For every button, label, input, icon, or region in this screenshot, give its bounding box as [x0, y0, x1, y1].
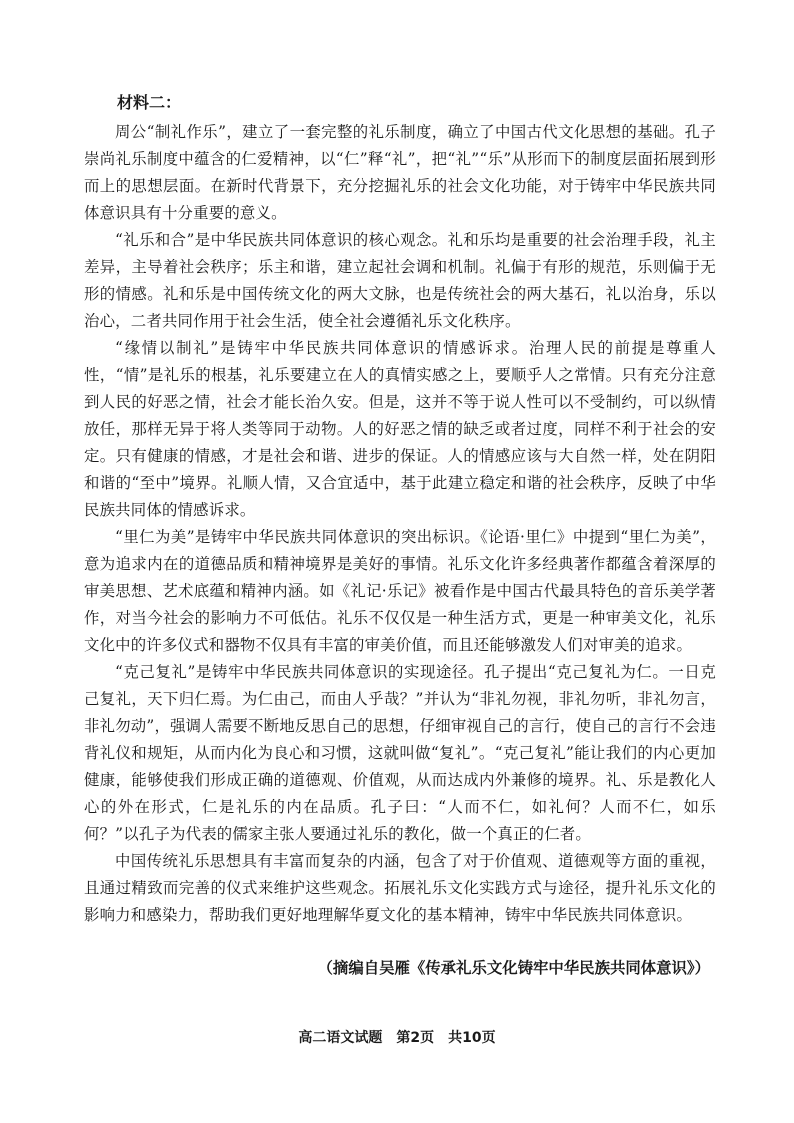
page-footer: 高二语文试题 第2页 共10页	[298, 1030, 496, 1046]
paragraph-2: “礼乐和合”是中华民族共同体意识的核心观念。礼和乐均是重要的社会治理手段，礼主差异，主导着社会秩序；乐主和谐，建立起社会调和机制。礼偏于有形的规范，乐则偏于无形的情感。礼和乐是中国传统文化的两大文脉，也是传统社会的两大基石，礼以治身，乐以治心，二者共同作用于社会生活，使全社会遵循礼乐文化秩序。	[84, 231, 716, 330]
paragraph-4: “里仁为美”是铸牢中华民族共同体意识的突出标识。《论语·里仁》中提到“里仁为美”，意为追求内在的道德品质和精神境界是美好的事情。礼乐文化许多经典著作都蕴含着深厚的审美思想、艺术底蕴和精神内涵。如《礼记·乐记》被看作是中国古代最具特色的音乐美学著作，对当今社会的影响力不可低估。礼乐不仅仅是一种生活方式，更是一种审美文化，礼乐文化中的许多仪式和器物不仅具有丰富的审美价值，而且还能够激发人们对审美的追求。	[84, 528, 716, 654]
paragraph-3: “缘情以制礼”是铸牢中华民族共同体意识的情感诉求。治理人民的前提是尊重人性，“情”是礼乐的根基，礼乐要建立在人的真情实感之上，要顺乎人之常情。只有充分注意到人民的好恶之情，社会才能长治久安。但是，这并不等于说人性可以不受制约，可以纵情放任，那样无异于将人类等同于动物。人的好恶之情的缺乏或者过度，同样不利于社会的安定。只有健康的情感，才是社会和谐、进步的保证。人的情感应该与大自然一样，处在阴阳和谐的“至中”境界。礼顺人情，又合宜适中，基于此建立稳定和谐的社会秩序，反映了中华民族共同体的情感诉求。	[84, 339, 716, 519]
source-citation: （摘编自吴雁《传承礼乐文化铸牢中华民族共同体意识》）	[317, 959, 710, 977]
paragraph-6: 中国传统礼乐思想具有丰富而复杂的内涵，包含了对于价值观、道德观等方面的重视，且通过精致而完善的仪式来维护这些观念。拓展礼乐文化实践方式与途径，提升礼乐文化的影响力和感染力，帮助我们更好地理解华夏文化的基本精神，铸牢中华民族共同体意识。	[84, 852, 716, 924]
article-body	[84, 119, 716, 929]
paragraph-5: “克己复礼”是铸牢中华民族共同体意识的实现途径。孔子提出“克己复礼为仁。一日克己复礼，天下归仁焉。为仁由己，而由人乎哉？”并认为“非礼勿视，非礼勿听，非礼勿言，非礼勿动”，强调人需要不断地反思自己的思想，仔细审视自己的言行，使自己的言行不会违背礼仪和规矩，从而内化为良心和习惯，这就叫做“复礼”。“克己复礼”能让我们的内心更加健康，能够使我们形成正确的道德观、价值观，从而达成内外兼修的境界。礼、乐是教化人心的外在形式，仁是礼乐的内在品质。孔子曰：“人而不仁，如礼何？人而不仁，如乐何？”以孔子为代表的儒家主张人要通过礼乐的教化，做一个真正的仁者。	[84, 663, 716, 843]
paragraph-1: 周公“制礼作乐”，建立了一套完整的礼乐制度，确立了中国古代文化思想的基础。孔子崇尚礼乐制度中蕴含的仁爱精神，以“仁”释“礼”，把“礼”“乐”从形而下的制度层面拓展到形而上的思想层面。在新时代背景下，充分挖掘礼乐的社会文化功能，对于铸牢中华民族共同体意识具有十分重要的意义。	[84, 123, 716, 222]
material-heading: 材料二：	[117, 93, 182, 112]
